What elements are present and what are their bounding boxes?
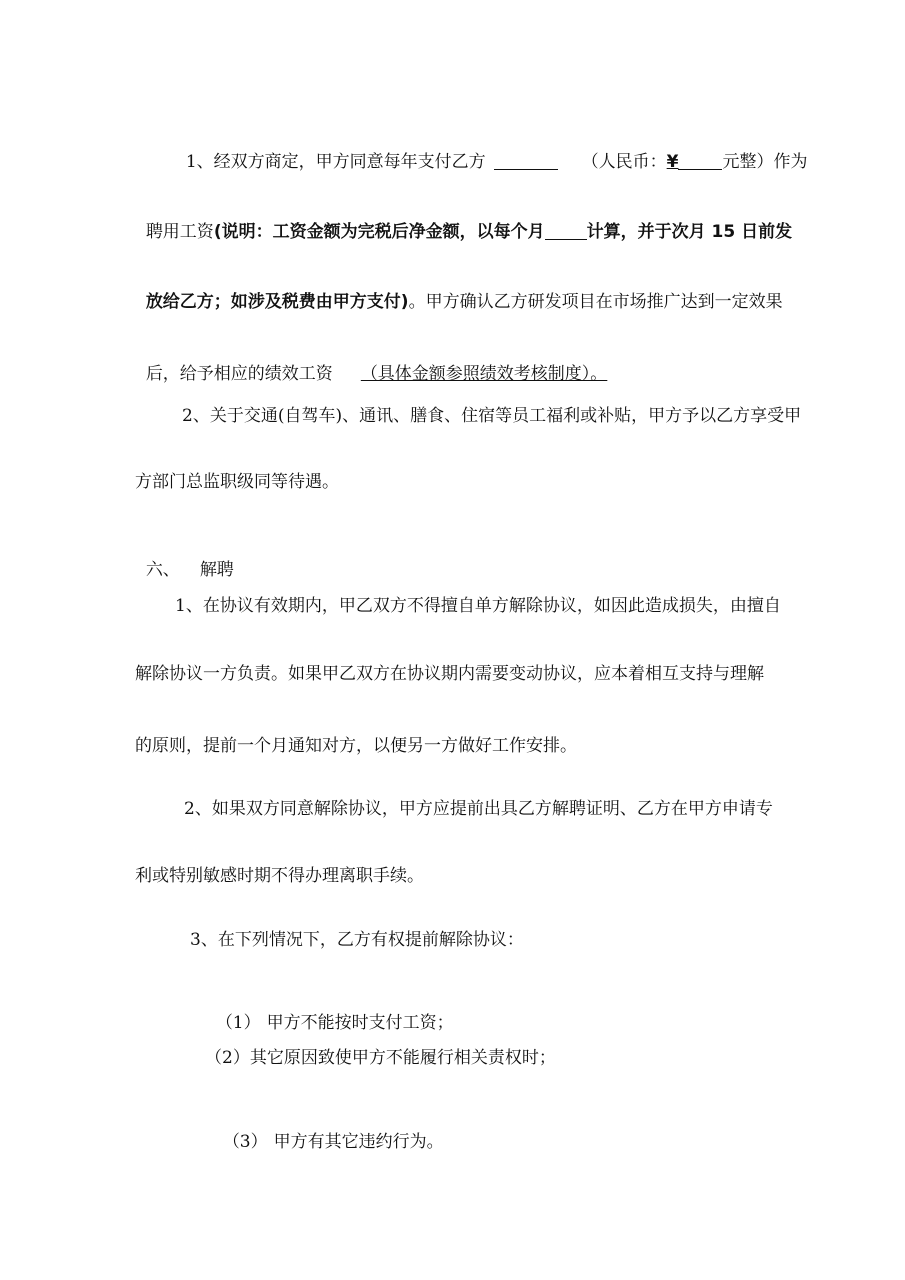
- para3-line3: 的原则，提前一个月通知对方，以便另一方做好工作安排。: [135, 736, 577, 756]
- annual-amount-blank: [494, 151, 558, 170]
- month-blank: [545, 221, 587, 240]
- yen-symbol: ¥: [666, 152, 679, 172]
- salary-note-b: 计算，并于次月 15 日前发: [586, 222, 793, 242]
- section-number: 六、: [145, 560, 180, 580]
- para4-line1: 2、如果双方同意解除协议，甲方应提前出具乙方解聘证明、乙方在甲方申请专: [184, 799, 773, 819]
- para1-text-e: 。甲方确认乙方研发项目在市场推广达到一定效果: [408, 292, 783, 312]
- list-item-2: （2）其它原因致使甲方不能履行相关责权时；: [205, 1048, 556, 1068]
- section-heading: [135, 534, 234, 582]
- para1-text-c: 元整）作为: [722, 152, 808, 172]
- salary-note-a: (说明：工资金额为完税后净金额，以每个月: [213, 222, 545, 242]
- para1-line1: [175, 126, 807, 174]
- para2-line2: 方部门总监职级同等待遇。: [135, 472, 339, 492]
- performance-note: （具体金额参照绩效考核制度）。: [360, 364, 608, 384]
- rmb-amount-blank: [678, 151, 722, 170]
- para1-text-d: 聘用工资: [145, 222, 214, 242]
- list-item-3-number: （3）: [222, 1132, 268, 1152]
- list-item-1-text: 甲方不能按时支付工资；: [266, 1013, 454, 1033]
- para3-line2: 解除协议一方负责。如果甲乙双方在协议期内需要变动协议，应本着相互支持与理解: [135, 664, 764, 684]
- para5-line1: 3、在下列情况下，乙方有权提前解除协议：: [190, 930, 524, 950]
- list-item-1: [205, 987, 454, 1035]
- para1-line2: [135, 196, 792, 244]
- para1-line4: [135, 338, 607, 386]
- para1-text-f: 后，给予相应的绩效工资: [145, 364, 333, 384]
- para1-line3: [135, 266, 783, 314]
- section-title: 解聘: [199, 560, 234, 580]
- para1-text-b: （人民币：: [581, 152, 667, 172]
- para3-line1: 1、在协议有效期内，甲乙双方不得擅自单方解除协议，如因此造成损失，由擅自: [175, 596, 781, 616]
- para1-text-a: 1、经双方商定，甲方同意每年支付乙方: [185, 152, 486, 172]
- list-item-3: [212, 1106, 444, 1154]
- para2-line1: 2、关于交通(自驾车)、通讯、膳食、住宿等员工福利或补贴，甲方予以乙方享受甲: [182, 406, 802, 426]
- salary-note-c: 放给乙方；如涉及税费由甲方支付): [145, 292, 409, 312]
- list-item-3-text: 甲方有其它违约行为。: [273, 1132, 444, 1152]
- para4-line2: 利或特别敏感时期不得办理离职手续。: [135, 866, 424, 886]
- list-item-1-number: （1）: [215, 1013, 261, 1033]
